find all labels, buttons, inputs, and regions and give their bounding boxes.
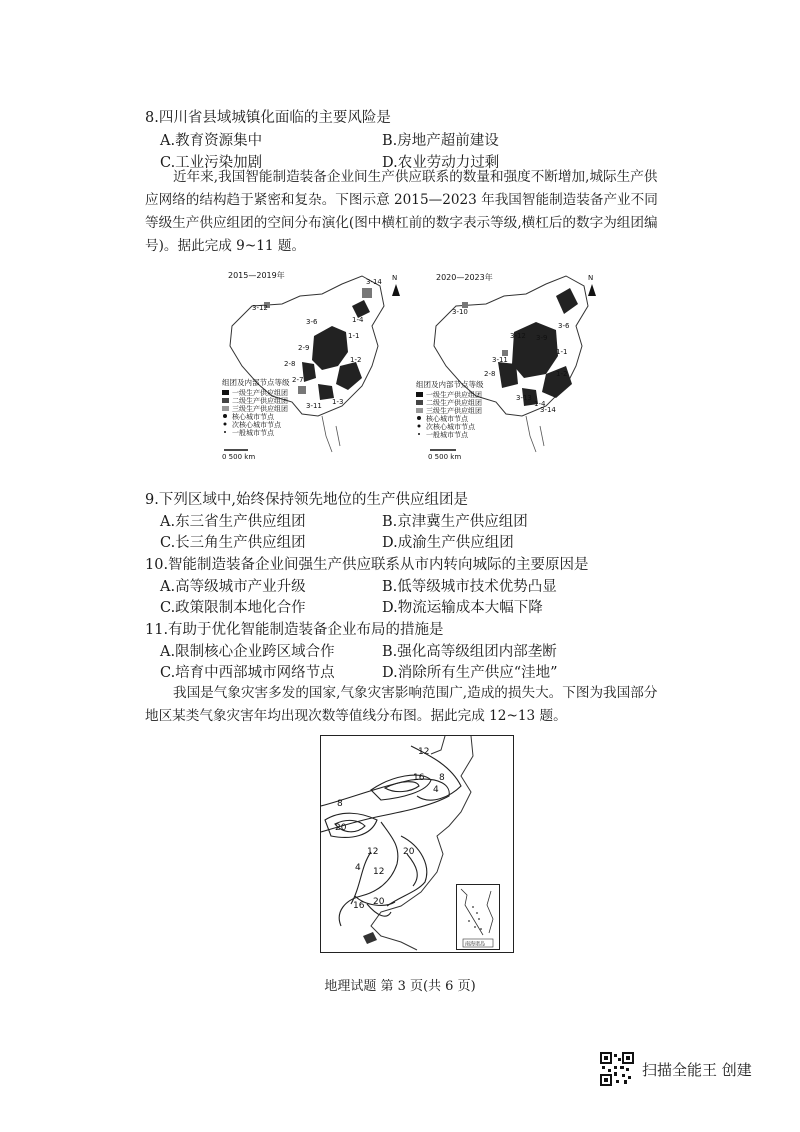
q11-option-a: A.限制核心企业跨区域合作 xyxy=(160,644,335,660)
svg-text:二级生产供应组团: 二级生产供应组团 xyxy=(232,397,288,405)
svg-text:0 500 km: 0 500 km xyxy=(222,453,256,461)
hainan-island xyxy=(363,932,377,944)
map-left-north: N xyxy=(392,274,398,282)
svg-text:3-13: 3-13 xyxy=(516,394,532,402)
svg-text:3-9: 3-9 xyxy=(536,334,548,342)
svg-text:3-10: 3-10 xyxy=(452,308,468,316)
south-china-sea-inset xyxy=(456,884,500,950)
svg-text:8: 8 xyxy=(337,799,343,809)
q10-option-d: D.物流运输成本大幅下降 xyxy=(382,600,543,616)
map-right-north: N xyxy=(588,274,594,282)
north-arrow-icon xyxy=(588,284,596,296)
svg-text:2-8: 2-8 xyxy=(484,370,496,378)
svg-text:16: 16 xyxy=(353,901,365,911)
page-footer: 地理试题 第 3 页(共 6 页) xyxy=(324,979,476,994)
svg-text:1-4: 1-4 xyxy=(534,400,546,408)
q9-option-a: A.东三省生产供应组团 xyxy=(160,514,306,530)
svg-text:4: 4 xyxy=(355,863,361,873)
svg-text:20: 20 xyxy=(335,823,347,833)
svg-text:3-6: 3-6 xyxy=(558,322,570,330)
svg-text:3-12: 3-12 xyxy=(510,332,526,340)
svg-text:2-7: 2-7 xyxy=(292,376,304,384)
map-right-title: 2020—2023年 xyxy=(436,273,493,282)
svg-text:次核心城市节点: 次核心城市节点 xyxy=(426,423,475,431)
svg-text:三级生产供应组团: 三级生产供应组团 xyxy=(232,405,288,413)
svg-text:一般城市节点: 一般城市节点 xyxy=(426,431,468,439)
svg-text:一级生产供应组团: 一级生产供应组团 xyxy=(232,389,288,397)
q9-option-c: C.长三角生产供应组团 xyxy=(160,535,306,551)
svg-text:12: 12 xyxy=(367,847,379,857)
passage-12-13: 我国是气象灾害多发的国家,气象灾害影响范围广,造成的损失大。下图为我国部分地区某类气象灾害年均出现次数等值线分布图。据此完成 12~13 题。 xyxy=(145,685,658,724)
svg-text:1-2: 1-2 xyxy=(556,370,568,378)
q11-option-d: D.消除所有生产供应“洼地” xyxy=(382,665,558,681)
svg-text:2-9: 2-9 xyxy=(298,344,310,352)
svg-text:20: 20 xyxy=(403,847,415,857)
q11-stem: 11.有助于优化智能制造装备企业布局的措施是 xyxy=(145,622,444,638)
svg-text:1-2: 1-2 xyxy=(350,356,362,364)
north-arrow-icon xyxy=(392,284,400,296)
svg-text:核心城市节点: 核心城市节点 xyxy=(232,413,274,421)
svg-text:1-4: 1-4 xyxy=(352,316,364,324)
q11-option-b: B.强化高等级组团内部垄断 xyxy=(382,644,557,660)
svg-text:3-6: 3-6 xyxy=(306,318,318,326)
svg-text:16: 16 xyxy=(413,773,425,783)
q9-option-d: D.成渝生产供应组团 xyxy=(382,535,514,551)
svg-text:3-11: 3-11 xyxy=(492,356,508,364)
q8-option-d: D.农业劳动力过剩 xyxy=(382,155,500,171)
svg-text:20: 20 xyxy=(373,897,385,907)
svg-text:3-14: 3-14 xyxy=(540,406,556,414)
svg-text:3-11: 3-11 xyxy=(306,402,322,410)
cluster-map-2020-2023 xyxy=(416,266,606,466)
svg-text:1-1: 1-1 xyxy=(348,332,360,340)
cluster-blobs xyxy=(302,300,370,400)
svg-text:12: 12 xyxy=(418,747,430,757)
watermark-text: 扫描全能王 创建 xyxy=(642,1060,752,1079)
scanner-watermark xyxy=(600,1052,752,1086)
q8-option-a: A.教育资源集中 xyxy=(160,133,263,149)
svg-text:2-8: 2-8 xyxy=(284,360,296,368)
svg-text:二级生产供应组团: 二级生产供应组团 xyxy=(426,399,482,407)
svg-text:1-3: 1-3 xyxy=(332,398,344,406)
q10-option-b: B.低等级城市技术优势凸显 xyxy=(382,579,557,595)
svg-text:三级生产供应组团: 三级生产供应组团 xyxy=(426,407,482,415)
map-left-title: 2015—2019年 xyxy=(228,271,285,280)
svg-text:3-14: 3-14 xyxy=(366,278,382,286)
svg-text:3-12: 3-12 xyxy=(252,304,268,312)
svg-text:一级生产供应组团: 一级生产供应组团 xyxy=(426,391,482,399)
q10-stem: 10.智能制造装备企业间强生产供应联系从市内转向城际的主要原因是 xyxy=(145,557,589,573)
svg-text:1-1: 1-1 xyxy=(556,348,568,356)
svg-text:4: 4 xyxy=(433,785,439,795)
passage-9-11: 近年来,我国智能制造装备企业间生产供应联系的数量和强度不断增加,城际生产供应网络的结构趋于紧密和复杂。下图示意 2015—2023 年我国智能制造装备产业不同等级生产供应组团的空间分布演化(图中横杠前的数字表示等级,横杠后的数字为组团编号)。据此完成 9~11 题。 xyxy=(145,169,658,254)
q8-option-b: B.房地产超前建设 xyxy=(382,133,499,149)
q8-option-c: C.工业污染加剧 xyxy=(160,155,263,171)
svg-text:12: 12 xyxy=(373,867,385,877)
cluster-blobs xyxy=(498,288,578,406)
svg-text:8: 8 xyxy=(439,773,445,783)
q9-option-b: B.京津冀生产供应组团 xyxy=(382,514,528,530)
svg-text:核心城市节点: 核心城市节点 xyxy=(426,415,468,423)
q9-stem: 9.下列区域中,始终保持领先地位的生产供应组团是 xyxy=(145,492,468,508)
q8-stem: 8.四川省县域城镇化面临的主要风险是 xyxy=(145,110,391,126)
cluster-map-2015-2019 xyxy=(222,266,412,466)
svg-text:组团及内部节点等级: 组团及内部节点等级 xyxy=(222,378,290,387)
svg-text:组团及内部节点等级: 组团及内部节点等级 xyxy=(416,380,484,389)
svg-text:次核心城市节点: 次核心城市节点 xyxy=(232,421,281,429)
qr-code-icon xyxy=(600,1052,634,1086)
svg-text:南海诸岛: 南海诸岛 xyxy=(465,941,486,948)
q11-option-c: C.培育中西部城市网络节点 xyxy=(160,665,335,681)
q10-option-a: A.高等级城市产业升级 xyxy=(160,579,306,595)
svg-text:0 500 km: 0 500 km xyxy=(428,453,462,461)
svg-text:一般城市节点: 一般城市节点 xyxy=(232,429,274,437)
q10-option-c: C.政策限制本地化合作 xyxy=(160,600,306,616)
